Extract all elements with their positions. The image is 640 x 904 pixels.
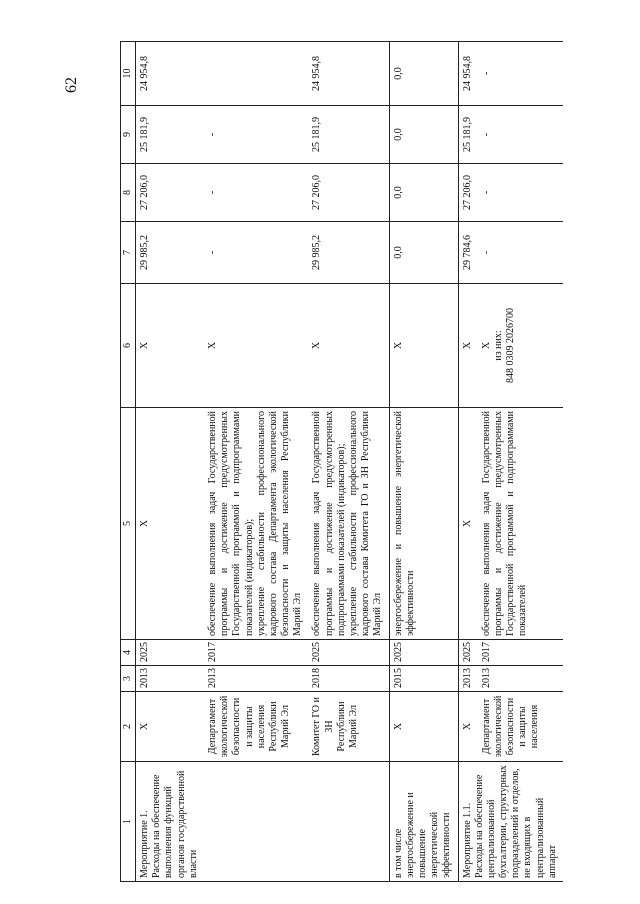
- column-header: 9: [121, 106, 136, 164]
- table-row: [136, 42, 204, 882]
- cell-value: -: [204, 222, 309, 284]
- column-header: 2: [121, 692, 136, 762]
- table-row: [204, 42, 309, 882]
- table-row: [308, 42, 389, 882]
- cell-value: [204, 42, 309, 106]
- cell-executor: Департамент экологической безопасности и защиты населения: [478, 692, 563, 762]
- cell-value: 27 206,0: [136, 164, 204, 222]
- cell-start-year: 2013: [136, 666, 204, 692]
- cell-value: 25 181,9: [458, 106, 478, 164]
- cell-value: 24 954,8: [458, 42, 478, 106]
- budget-table: [120, 41, 563, 882]
- cell-value: 0,0: [389, 164, 458, 222]
- cell-value: 25 181,9: [308, 106, 389, 164]
- cell-value: 29 784,6: [458, 222, 478, 284]
- cell-value: 29 985,2: [136, 222, 204, 284]
- cell-value: 24 954,8: [308, 42, 389, 106]
- cell-start-year: 2013: [478, 666, 563, 692]
- column-header: 8: [121, 164, 136, 222]
- column-header: 6: [121, 284, 136, 408]
- cell-measure: [204, 762, 309, 882]
- column-header: 5: [121, 408, 136, 640]
- cell-value: -: [478, 164, 563, 222]
- cell-measure: Мероприятие 1.1. Расходы на обеспечение централизованной бухгалтерии, структурных подразделений и отделов, не входящих в централизованный аппарат: [458, 762, 563, 882]
- cell-measure: [308, 762, 389, 882]
- cell-value: 27 206,0: [458, 164, 478, 222]
- cell-value: -: [478, 42, 563, 106]
- cell-executor: Департамент экологической безопасности и защиты населения Республики Марий Эл: [204, 692, 309, 762]
- cell-budget-code: X: [458, 284, 478, 408]
- cell-measure: в том числе энергосбережение и повышение энергетической эффективности: [389, 762, 458, 882]
- cell-start-year: 2018: [308, 666, 389, 692]
- cell-result: обеспечение выполнения задач Государственной программы и достижение предусмотренных Государственной программой и подпрограммами показателей (индикаторов); укрепление стабильности профессионального кадрового состава Департамента экологической безопасности и защиты населения Республики Марий Эл: [204, 408, 309, 640]
- cell-end-year: 2025: [136, 640, 204, 666]
- cell-executor: Комитет ГО и ЗН Республики Марий Эл: [308, 692, 389, 762]
- cell-end-year: 2025: [389, 640, 458, 666]
- cell-measure: Мероприятие 1. Расходы на обеспечение выполнения функций органов государственной власти: [136, 762, 204, 882]
- column-header: 10: [121, 42, 136, 106]
- column-header: 7: [121, 222, 136, 284]
- cell-executor: X: [458, 692, 478, 762]
- cell-result: X: [136, 408, 204, 640]
- cell-value: 25 181,9: [136, 106, 204, 164]
- table-row: [478, 42, 563, 882]
- page-number: 62: [63, 77, 80, 93]
- cell-value: -: [478, 222, 563, 284]
- table-header-row: [121, 42, 136, 882]
- cell-executor: X: [389, 692, 458, 762]
- cell-end-year: 2025: [458, 640, 478, 666]
- cell-value: 0,0: [389, 42, 458, 106]
- column-header: 3: [121, 666, 136, 692]
- cell-start-year: 2013: [458, 666, 478, 692]
- cell-value: 24 954,8: [136, 42, 204, 106]
- cell-result: энергосбережение и повышение энергетической эффективности: [389, 408, 458, 640]
- cell-value: 0,0: [389, 106, 458, 164]
- cell-value: -: [478, 106, 563, 164]
- cell-start-year: 2013: [204, 666, 309, 692]
- cell-result: X: [458, 408, 478, 640]
- table-row: [389, 42, 458, 882]
- column-header: 1: [121, 762, 136, 882]
- cell-value: 27 206,0: [308, 164, 389, 222]
- cell-budget-code: X: [204, 284, 309, 408]
- table-row: [458, 42, 478, 882]
- cell-value: 29 985,2: [308, 222, 389, 284]
- rotated-page-frame: [120, 42, 558, 882]
- column-header: 4: [121, 640, 136, 666]
- cell-budget-code: X из них: 848 0309 2026700: [478, 284, 563, 408]
- cell-value: -: [204, 106, 309, 164]
- cell-result: обеспечение выполнения задач Государственной программы и достижение предусмотренных Государственной программой и подпрограммами показателей: [478, 408, 563, 640]
- cell-budget-code: X: [136, 284, 204, 408]
- cell-end-year: 2025: [308, 640, 389, 666]
- cell-value: 0,0: [389, 222, 458, 284]
- cell-budget-code: X: [389, 284, 458, 408]
- cell-end-year: 2017: [478, 640, 563, 666]
- cell-start-year: 2015: [389, 666, 458, 692]
- cell-end-year: 2017: [204, 640, 309, 666]
- cell-executor: X: [136, 692, 204, 762]
- cell-budget-code: X: [308, 284, 389, 408]
- cell-result: обеспечение выполнения задач Государственной программы и достижение предусмотренных подпрограммами показателей (индикаторов); укрепление стабильности профессионального кадрового состава Комитета ГО и ЗН Республики Марий Эл: [308, 408, 389, 640]
- cell-value: -: [204, 164, 309, 222]
